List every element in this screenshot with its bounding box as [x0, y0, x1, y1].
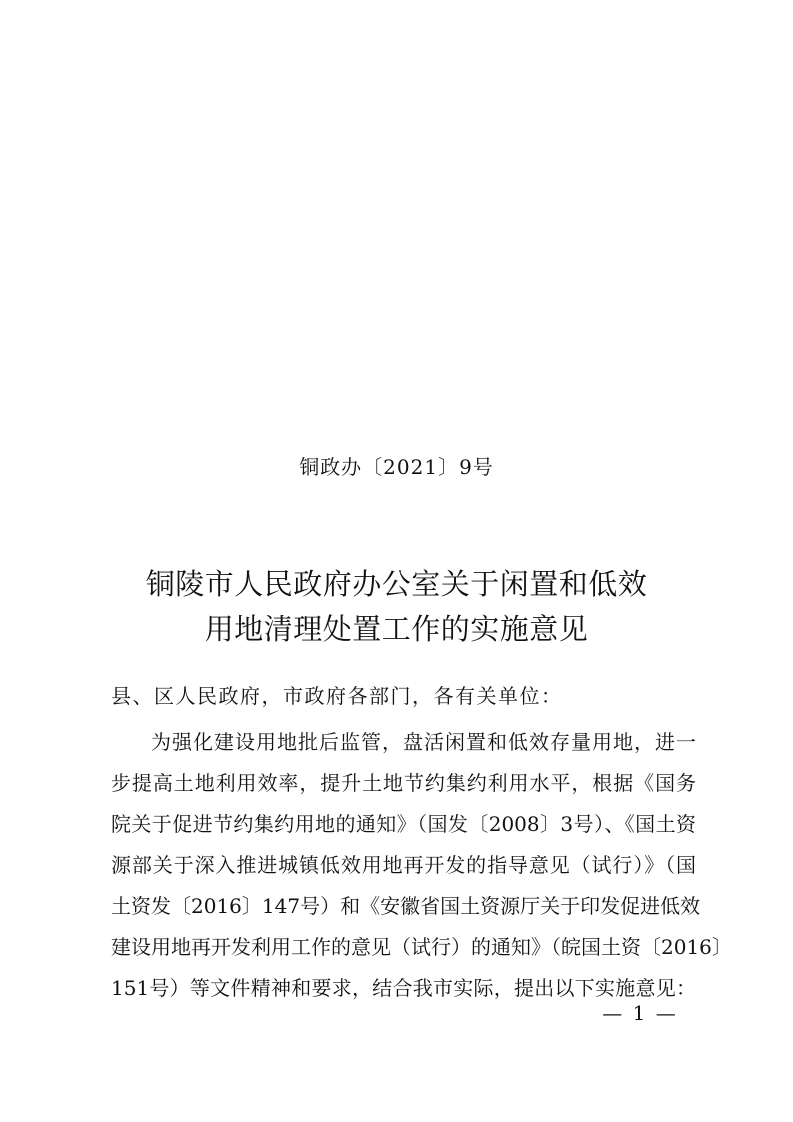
page-number: — 1 — — [602, 1001, 678, 1025]
body-line-1: 为强化建设用地批后监管，盘活闲置和低效存量用地，进一 — [151, 730, 696, 754]
body-line-7: 151号）等文件精神和要求，结合我市实际，提出以下实施意见： — [111, 976, 696, 1000]
body-paragraph — [111, 722, 732, 1009]
title-line-2: 用地清理处置工作的实施意见 — [204, 612, 589, 646]
body-line-3: 院关于促进节约集约用地的通知》（国发〔2008〕3号）、《国土资 — [111, 812, 696, 836]
title-line-1: 铜陵市人民政府办公室关于闲置和低效 — [145, 567, 648, 601]
body-line-4: 源部关于深入推进城镇低效用地再开发的指导意见（试行）》（国 — [111, 853, 696, 877]
body-line-2: 步提高土地利用效率，提升土地节约集约利用水平，根据《国务 — [111, 771, 696, 795]
document-title — [90, 562, 703, 652]
body-line-5: 土资发〔2016〕147号）和《安徽省国土资源厅关于印发促进低效 — [111, 894, 701, 918]
body-line-6: 建设用地再开发利用工作的意见（试行）的通知》（皖国土资〔2016〕 — [111, 935, 732, 959]
document-number: 铜政办〔2021〕9号 — [299, 455, 494, 479]
addressee-line: 县、区人民政府，市政府各部门，各有关单位： — [111, 684, 563, 708]
